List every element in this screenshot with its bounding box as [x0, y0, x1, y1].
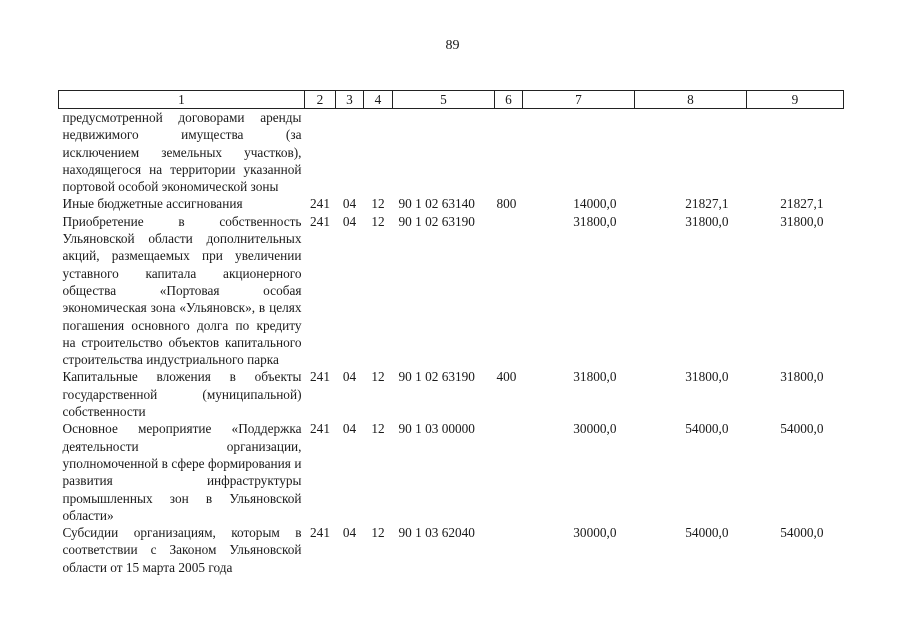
table-row [59, 109, 844, 196]
row-name: Основное мероприятие «Поддержка деятельности организации, уполномоченной в сфере формирования и развития инфраструктуры промышленных зон в Ульяновской области» [62, 421, 302, 523]
row-col-9: 54000,0 [780, 421, 824, 437]
row-col-2: 241 [310, 421, 330, 437]
row-col-4 [364, 109, 393, 196]
row-col-4: 12 [371, 213, 385, 229]
header-col-8: 8 [635, 91, 747, 109]
row-col-3: 04 [342, 369, 357, 385]
row-col-9: 54000,0 [780, 525, 824, 541]
row-col-7: 14000,0 [573, 196, 617, 212]
row-name: Приобретение в собственность Ульяновской области дополнительных акций, размещаемых при увеличении уставного капитала акционерного общества «Портовая особая экономическая зона «Ульяновск», в целях погашения основного долга по кредиту на строительство объектов капитального строительства индустриального парка [62, 213, 302, 368]
row-col-6 [495, 524, 523, 576]
row-col-7: 30000,0 [573, 421, 617, 437]
row-col-8: 31800,0 [685, 369, 729, 385]
table-row [59, 524, 844, 576]
table-row [59, 368, 844, 420]
row-col-6: 800 [496, 196, 517, 212]
row-col-4: 12 [371, 525, 385, 541]
row-col-8: 21827,1 [685, 196, 729, 212]
page-number: 89 [445, 38, 460, 53]
row-col-6 [495, 213, 523, 369]
row-col-4: 12 [371, 196, 385, 212]
row-col-6: 400 [496, 369, 517, 385]
row-col-7 [523, 109, 635, 196]
header-col-6: 6 [495, 91, 523, 109]
row-col-3 [336, 109, 364, 196]
table-row [59, 213, 844, 369]
header-col-5: 5 [393, 91, 495, 109]
row-col-4: 12 [371, 421, 385, 437]
row-col-8: 54000,0 [685, 421, 729, 437]
header-col-1: 1 [59, 91, 305, 109]
row-col-2 [305, 109, 336, 196]
header-col-9: 9 [747, 91, 844, 109]
row-col-3: 04 [342, 196, 357, 212]
row-name: предусмотренной договорами аренды недвижимого имущества (за исключением земельных участков), находящегося на территории указанной портовой особой экономической зоны [62, 110, 302, 195]
row-col-8: 31800,0 [685, 213, 729, 229]
row-col-7: 30000,0 [573, 525, 617, 541]
row-col-2: 241 [310, 213, 330, 229]
row-name: Иные бюджетные ассигнования [62, 196, 243, 212]
row-col-6 [495, 420, 523, 524]
header-row [59, 91, 844, 109]
row-col-5: 90 1 02 63140 [398, 196, 475, 212]
row-col-9 [747, 109, 844, 196]
row-name: Капитальные вложения в объекты государственной (муниципальной) собственности [62, 369, 302, 420]
row-col-3: 04 [342, 525, 357, 541]
header-col-2: 2 [305, 91, 336, 109]
row-col-9: 21827,1 [780, 196, 824, 212]
table-row [59, 195, 844, 212]
budget-table [58, 90, 844, 576]
row-col-8: 54000,0 [685, 525, 729, 541]
table-row [59, 420, 844, 524]
row-col-7: 31800,0 [573, 213, 617, 229]
row-col-5: 90 1 02 63190 [398, 369, 475, 385]
row-col-2: 241 [310, 369, 330, 385]
row-col-3: 04 [342, 421, 357, 437]
row-col-6 [495, 109, 523, 196]
header-col-3: 3 [336, 91, 364, 109]
row-col-5: 90 1 03 62040 [398, 525, 475, 541]
row-col-3: 04 [342, 213, 357, 229]
row-col-5: 90 1 02 63190 [398, 213, 475, 229]
row-col-4: 12 [371, 369, 385, 385]
row-col-8 [635, 109, 747, 196]
table-header [59, 91, 844, 109]
header-col-4: 4 [364, 91, 393, 109]
row-col-5 [393, 109, 495, 196]
row-col-9: 31800,0 [780, 369, 824, 385]
row-col-7: 31800,0 [573, 369, 617, 385]
header-col-7: 7 [523, 91, 635, 109]
row-col-2: 241 [310, 525, 330, 541]
row-col-5: 90 1 03 00000 [398, 421, 475, 437]
row-col-2: 241 [310, 196, 330, 212]
row-name: Субсидии организациям, которым в соответствии с Законом Ульяновской области от 15 марта 2005 года [62, 525, 302, 575]
row-col-9: 31800,0 [780, 213, 824, 229]
